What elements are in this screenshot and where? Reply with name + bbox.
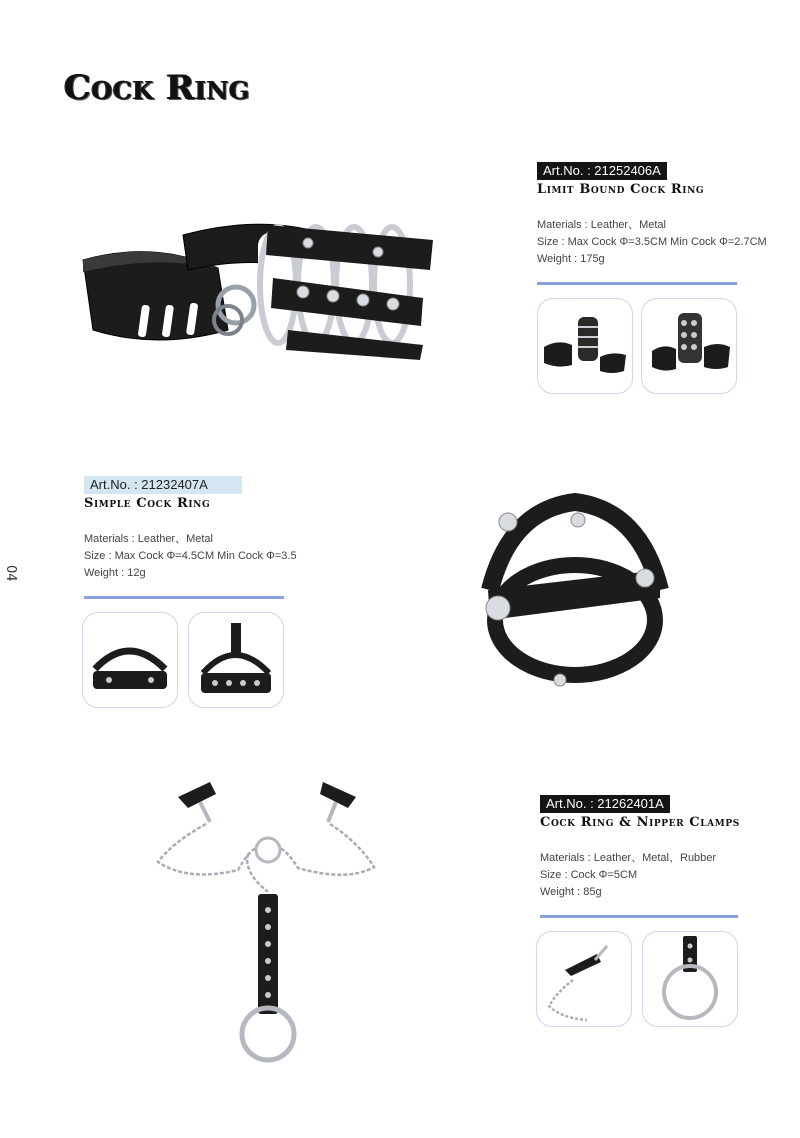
product-name: Simple Cock Ring xyxy=(84,496,211,511)
spec-weight: Weight : 175g xyxy=(537,253,605,265)
product-thumbnail[interactable] xyxy=(641,298,737,394)
spec-materials: Materials : Leather、Metal xyxy=(84,533,213,545)
product-photo-simple xyxy=(470,480,670,710)
spec-size: Size : Max Cock Φ=3.5CM Min Cock Φ=2.7CM xyxy=(537,236,767,248)
product-photo-nipple-clamps xyxy=(148,772,388,1072)
divider xyxy=(540,915,738,918)
thumbnail-row xyxy=(540,931,740,1027)
spec-weight: Weight : 12g xyxy=(84,567,146,579)
product-specs xyxy=(540,850,740,901)
spec-materials: Materials : Leather、Metal、Rubber xyxy=(540,852,717,864)
product-thumbnail[interactable] xyxy=(188,612,284,708)
product-card-simple xyxy=(84,474,297,708)
divider xyxy=(84,596,284,599)
spec-materials: Materials : Leather、Metal xyxy=(537,219,666,231)
thumbnail-row xyxy=(84,612,284,708)
thumbnail-row xyxy=(537,298,737,394)
divider xyxy=(537,282,737,285)
product-card-limit-bound xyxy=(537,160,767,394)
product-photo-limit-bound xyxy=(78,210,448,400)
product-card-nipple-clamps xyxy=(540,793,740,1027)
page-title: Cock Ring xyxy=(64,68,251,108)
product-thumbnail[interactable] xyxy=(537,298,633,394)
product-name: Cock Ring & Nipper Clamps xyxy=(540,815,740,830)
product-thumbnail[interactable] xyxy=(82,612,178,708)
product-name: Limit Bound Cock Ring xyxy=(537,182,705,197)
spec-size: Size : Cock Φ=5CM xyxy=(540,869,638,881)
art-number: Art.No. : 21252406A xyxy=(537,162,667,180)
art-number: Art.No. : 21262401A xyxy=(540,795,670,813)
product-specs xyxy=(84,531,297,582)
spec-weight: Weight : 85g xyxy=(540,886,602,898)
product-thumbnail[interactable] xyxy=(642,931,738,1027)
product-specs xyxy=(537,217,767,268)
page-number: 04 xyxy=(3,565,18,582)
spec-size: Size : Max Cock Φ=4.5CM Min Cock Φ=3.5 xyxy=(84,550,297,562)
art-number: Art.No. : 21232407A xyxy=(84,476,242,494)
product-thumbnail[interactable] xyxy=(536,931,632,1027)
